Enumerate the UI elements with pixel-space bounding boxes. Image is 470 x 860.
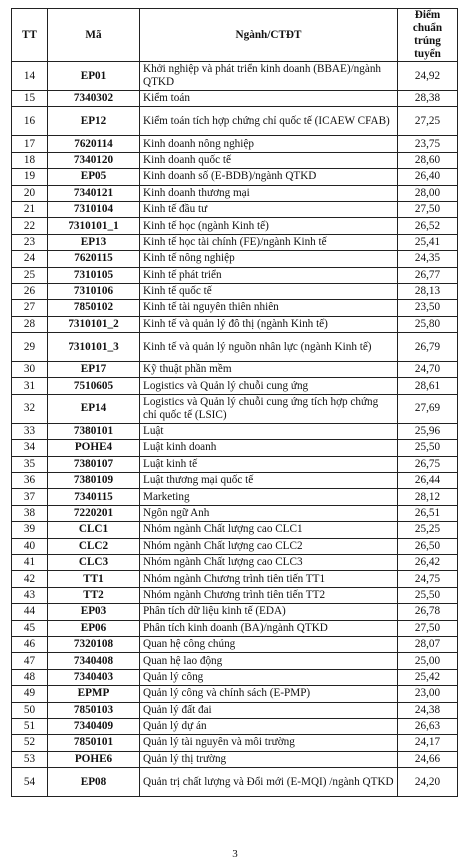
cutoff-score: 28,61 [398, 378, 458, 394]
program-code: EP12 [48, 107, 140, 136]
program-code: EP14 [48, 394, 140, 423]
program-code: 7340408 [48, 653, 140, 669]
table-row [12, 316, 458, 332]
program-name: Quản lý công [140, 669, 398, 685]
table-row [12, 136, 458, 152]
table-row [12, 362, 458, 378]
row-number: 53 [12, 751, 48, 767]
program-code: 7310104 [48, 201, 140, 217]
table-row [12, 505, 458, 521]
table-row [12, 768, 458, 797]
table-row [12, 169, 458, 185]
cutoff-score-table [11, 8, 458, 797]
cutoff-score: 26,77 [398, 267, 458, 283]
table-row [12, 394, 458, 423]
table-row [12, 185, 458, 201]
row-number: 35 [12, 456, 48, 472]
row-number: 25 [12, 267, 48, 283]
program-code: 7850102 [48, 300, 140, 316]
row-number: 24 [12, 251, 48, 267]
program-code: EP13 [48, 234, 140, 250]
program-name: Kinh tế học (ngành Kinh tế) [140, 218, 398, 234]
table-row [12, 735, 458, 751]
row-number: 36 [12, 473, 48, 489]
program-name: Phân tích kinh doanh (BA)/ngành QTKD [140, 620, 398, 636]
program-code: EP01 [48, 62, 140, 91]
cutoff-score: 26,79 [398, 333, 458, 362]
program-name: Kỹ thuật phần mềm [140, 362, 398, 378]
cutoff-score: 25,25 [398, 522, 458, 538]
row-number: 43 [12, 587, 48, 603]
cutoff-score: 26,78 [398, 604, 458, 620]
program-code: TT1 [48, 571, 140, 587]
table-row [12, 653, 458, 669]
program-code: EP05 [48, 169, 140, 185]
program-code: 7340115 [48, 489, 140, 505]
program-code: CLC2 [48, 538, 140, 554]
program-name: Kinh tế phát triển [140, 267, 398, 283]
row-number: 42 [12, 571, 48, 587]
cutoff-score: 24,35 [398, 251, 458, 267]
program-code: 7340302 [48, 91, 140, 107]
cutoff-score: 25,42 [398, 669, 458, 685]
program-code: 7310105 [48, 267, 140, 283]
cutoff-score: 26,40 [398, 169, 458, 185]
table-row [12, 378, 458, 394]
program-name: Logistics và Quản lý chuỗi cung ứng tích hợp chứng chỉ quốc tế (LSIC) [140, 394, 398, 423]
table-row [12, 554, 458, 570]
row-number: 21 [12, 201, 48, 217]
program-code: 7380107 [48, 456, 140, 472]
program-name: Luật kinh tế [140, 456, 398, 472]
program-name: Quản lý công và chính sách (E-PMP) [140, 686, 398, 702]
row-number: 47 [12, 653, 48, 669]
program-name: Kinh tế quốc tế [140, 283, 398, 299]
program-name: Luật [140, 423, 398, 439]
table-row [12, 218, 458, 234]
row-number: 34 [12, 440, 48, 456]
program-code: POHE4 [48, 440, 140, 456]
program-code: 7510605 [48, 378, 140, 394]
header-nganh: Ngành/CTĐT [140, 9, 398, 62]
table-row [12, 62, 458, 91]
program-code: 7340403 [48, 669, 140, 685]
row-number: 30 [12, 362, 48, 378]
program-code: EP08 [48, 768, 140, 797]
table-row [12, 538, 458, 554]
program-name: Quản lý thị trường [140, 751, 398, 767]
program-name: Marketing [140, 489, 398, 505]
program-name: Kinh tế và quản lý nguồn nhân lực (ngành Kinh tế) [140, 333, 398, 362]
cutoff-score: 24,17 [398, 735, 458, 751]
program-code: POHE6 [48, 751, 140, 767]
table-row [12, 669, 458, 685]
table-row [12, 107, 458, 136]
table-row [12, 234, 458, 250]
row-number: 15 [12, 91, 48, 107]
table-row [12, 702, 458, 718]
program-name: Quản lý dự án [140, 718, 398, 734]
cutoff-score: 24,38 [398, 702, 458, 718]
program-name: Phân tích dữ liệu kinh tế (EDA) [140, 604, 398, 620]
program-name: Logistics và Quản lý chuỗi cung ứng [140, 378, 398, 394]
row-number: 39 [12, 522, 48, 538]
program-name: Kinh doanh nông nghiệp [140, 136, 398, 152]
table-row [12, 423, 458, 439]
program-name: Kiểm toán [140, 91, 398, 107]
program-name: Quan hệ lao động [140, 653, 398, 669]
table-row [12, 620, 458, 636]
cutoff-score: 26,50 [398, 538, 458, 554]
row-number: 23 [12, 234, 48, 250]
row-number: 50 [12, 702, 48, 718]
program-name: Nhóm ngành Chất lượng cao CLC3 [140, 554, 398, 570]
cutoff-score: 24,66 [398, 751, 458, 767]
program-code: 7620115 [48, 251, 140, 267]
row-number: 41 [12, 554, 48, 570]
row-number: 40 [12, 538, 48, 554]
row-number: 45 [12, 620, 48, 636]
row-number: 31 [12, 378, 48, 394]
table-row [12, 571, 458, 587]
program-code: 7850103 [48, 702, 140, 718]
program-code: EP17 [48, 362, 140, 378]
program-code: 7310101_2 [48, 316, 140, 332]
row-number: 49 [12, 686, 48, 702]
cutoff-score: 23,75 [398, 136, 458, 152]
cutoff-score: 28,07 [398, 636, 458, 652]
program-name: Kinh doanh thương mại [140, 185, 398, 201]
table-row [12, 91, 458, 107]
cutoff-score: 28,00 [398, 185, 458, 201]
table-row [12, 587, 458, 603]
cutoff-score: 26,75 [398, 456, 458, 472]
row-number: 19 [12, 169, 48, 185]
program-name: Quản trị chất lượng và Đổi mới (E-MQI) /ngành QTKD [140, 768, 398, 797]
program-name: Nhóm ngành Chương trình tiên tiến TT1 [140, 571, 398, 587]
program-code: 7310101_1 [48, 218, 140, 234]
row-number: 22 [12, 218, 48, 234]
table-row [12, 604, 458, 620]
row-number: 51 [12, 718, 48, 734]
cutoff-score: 28,38 [398, 91, 458, 107]
program-name: Kinh tế và quản lý đô thị (ngành Kinh tế) [140, 316, 398, 332]
program-name: Nhóm ngành Chất lượng cao CLC1 [140, 522, 398, 538]
program-name: Quản lý tài nguyên và môi trường [140, 735, 398, 751]
program-name: Nhóm ngành Chương trình tiên tiến TT2 [140, 587, 398, 603]
program-code: CLC1 [48, 522, 140, 538]
program-name: Nhóm ngành Chất lượng cao CLC2 [140, 538, 398, 554]
program-name: Kiểm toán tích hợp chứng chỉ quốc tế (ICAEW CFAB) [140, 107, 398, 136]
program-name: Khởi nghiệp và phát triển kinh doanh (BBAE)/ngành QTKD [140, 62, 398, 91]
cutoff-score: 24,70 [398, 362, 458, 378]
row-number: 16 [12, 107, 48, 136]
table-row [12, 456, 458, 472]
cutoff-score: 23,50 [398, 300, 458, 316]
row-number: 14 [12, 62, 48, 91]
row-number: 54 [12, 768, 48, 797]
cutoff-score: 25,80 [398, 316, 458, 332]
table-header-row [12, 9, 458, 62]
program-name: Kinh doanh số (E-BDB)/ngành QTKD [140, 169, 398, 185]
program-code: 7340409 [48, 718, 140, 734]
table-row [12, 300, 458, 316]
cutoff-score: 26,51 [398, 505, 458, 521]
table-row [12, 489, 458, 505]
row-number: 28 [12, 316, 48, 332]
cutoff-score: 27,50 [398, 620, 458, 636]
row-number: 46 [12, 636, 48, 652]
header-ma: Mã [48, 9, 140, 62]
table-row [12, 283, 458, 299]
row-number: 18 [12, 152, 48, 168]
program-name: Kinh tế tài nguyên thiên nhiên [140, 300, 398, 316]
cutoff-score: 26,63 [398, 718, 458, 734]
row-number: 52 [12, 735, 48, 751]
program-code: EP03 [48, 604, 140, 620]
program-code: CLC3 [48, 554, 140, 570]
cutoff-score: 28,60 [398, 152, 458, 168]
cutoff-score: 26,42 [398, 554, 458, 570]
cutoff-score: 27,25 [398, 107, 458, 136]
table-row [12, 636, 458, 652]
program-code: 7220201 [48, 505, 140, 521]
program-name: Luật kinh doanh [140, 440, 398, 456]
row-number: 48 [12, 669, 48, 685]
row-number: 17 [12, 136, 48, 152]
program-code: 7310101_3 [48, 333, 140, 362]
table-body [12, 62, 458, 797]
table-row [12, 333, 458, 362]
table-row [12, 152, 458, 168]
cutoff-score: 25,41 [398, 234, 458, 250]
table-row [12, 718, 458, 734]
program-code: 7340121 [48, 185, 140, 201]
program-name: Kinh doanh quốc tế [140, 152, 398, 168]
row-number: 38 [12, 505, 48, 521]
table-row [12, 751, 458, 767]
program-code: EP06 [48, 620, 140, 636]
program-name: Luật thương mại quốc tế [140, 473, 398, 489]
program-code: 7380101 [48, 423, 140, 439]
cutoff-score: 27,69 [398, 394, 458, 423]
cutoff-score: 28,12 [398, 489, 458, 505]
header-diem: Điểm chuẩn trúng tuyển [398, 9, 458, 62]
cutoff-score: 25,50 [398, 440, 458, 456]
program-name: Kinh tế nông nghiệp [140, 251, 398, 267]
cutoff-score: 24,75 [398, 571, 458, 587]
program-name: Kinh tế học tài chính (FE)/ngành Kinh tế [140, 234, 398, 250]
program-name: Kinh tế đầu tư [140, 201, 398, 217]
table-row [12, 522, 458, 538]
row-number: 27 [12, 300, 48, 316]
row-number: 44 [12, 604, 48, 620]
cutoff-score: 26,44 [398, 473, 458, 489]
table-row [12, 473, 458, 489]
program-code: 7340120 [48, 152, 140, 168]
table-row [12, 201, 458, 217]
program-name: Ngôn ngữ Anh [140, 505, 398, 521]
table-row [12, 267, 458, 283]
header-tt: TT [12, 9, 48, 62]
cutoff-score: 25,00 [398, 653, 458, 669]
program-code: TT2 [48, 587, 140, 603]
cutoff-score: 24,20 [398, 768, 458, 797]
row-number: 37 [12, 489, 48, 505]
cutoff-score: 25,50 [398, 587, 458, 603]
cutoff-score: 25,96 [398, 423, 458, 439]
cutoff-score: 28,13 [398, 283, 458, 299]
row-number: 32 [12, 394, 48, 423]
program-code: EPMP [48, 686, 140, 702]
row-number: 20 [12, 185, 48, 201]
row-number: 33 [12, 423, 48, 439]
table-row [12, 440, 458, 456]
program-code: 7320108 [48, 636, 140, 652]
cutoff-score: 23,00 [398, 686, 458, 702]
table-row [12, 686, 458, 702]
program-name: Quan hệ công chúng [140, 636, 398, 652]
row-number: 29 [12, 333, 48, 362]
row-number: 26 [12, 283, 48, 299]
page-number: 3 [232, 848, 238, 860]
table-row [12, 251, 458, 267]
cutoff-score: 24,92 [398, 62, 458, 91]
program-code: 7380109 [48, 473, 140, 489]
cutoff-score: 27,50 [398, 201, 458, 217]
program-code: 7310106 [48, 283, 140, 299]
program-name: Quản lý đất đai [140, 702, 398, 718]
program-code: 7850101 [48, 735, 140, 751]
cutoff-score: 26,52 [398, 218, 458, 234]
program-code: 7620114 [48, 136, 140, 152]
